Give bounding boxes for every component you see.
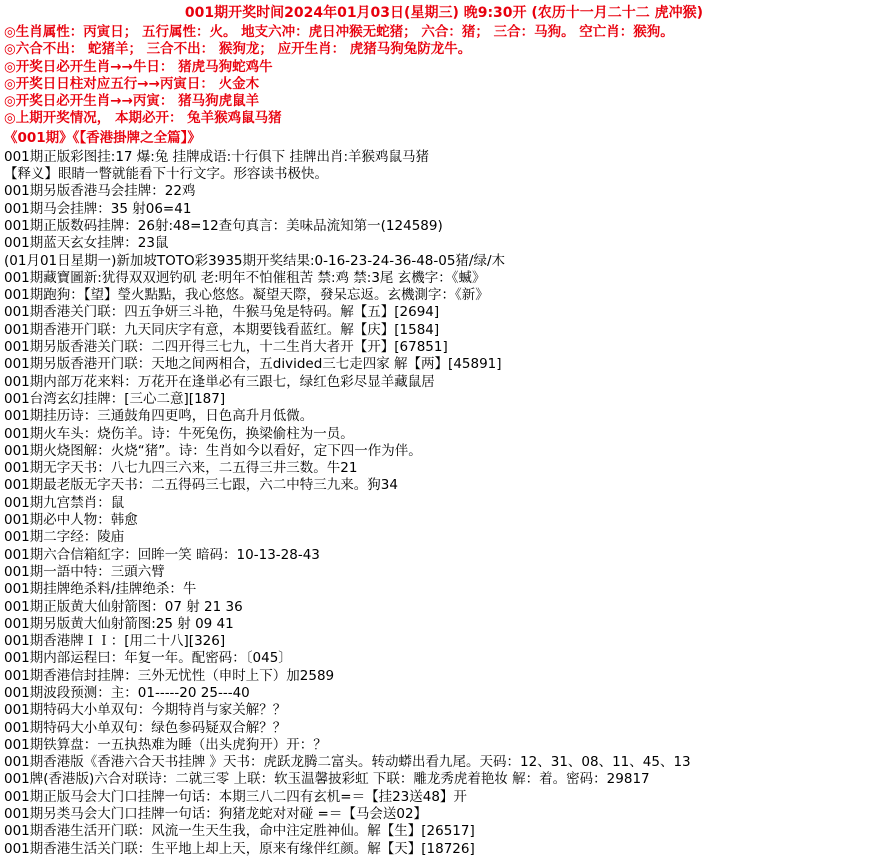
body-row: 001期香港版《香港六合天书挂牌 》天书：虎跃龙腾二富头。转动蟒出看九尾。天码：12、31、08、11、45、13	[4, 754, 691, 771]
body-row: 001期铁算盘：一五执热难为睡（出头虎狗开）开：？	[4, 736, 327, 753]
top-row: ◎上期开奖情况， 本期必开： 兔羊猴鸡鼠马猪	[4, 110, 282, 127]
body-row: 001期另版黄大仙射箭图:25 射 09 41	[4, 615, 234, 632]
body-row: 001期六合信箱紅字：回眸一笑 暗码：10-13-28-43	[4, 546, 320, 563]
top-row: ◎开奖日必开生肖→→丙寅： 猪马狗虎鼠羊	[4, 93, 260, 110]
body-row: 001期挂历诗：三通鼓角四更鸣，日色高升月低微。	[4, 408, 314, 425]
body-row: 001期火烧图解：火烧“猪”。诗：生肖如今以看好，定下四一作为伴。	[4, 442, 422, 459]
top-row: ◎六合不出： 蛇猪羊； 三合不出： 猴狗龙； 应开生肖： 虎猪马狗兔防龙牛。	[4, 41, 472, 58]
body-row: 001期火车头：烧伤羊。诗：牛死兔伤，换梁偷柱为一员。	[4, 425, 354, 442]
body-row: 001期跑狗：【望】瑩火點點，我心悠悠。凝望天際，發呆忘返。玄機測字：《新》	[4, 287, 489, 304]
body-row: 001期另版香港马会挂牌：22鸡	[4, 183, 196, 200]
body-row: 001期另类马会大门口挂牌一句话：狗猪龙蛇对对碰 =＝【马会送02】	[4, 806, 428, 823]
body-row: 001期香港牌ＩＩ：[用二十八][326]	[4, 633, 226, 650]
body-row: 001期必中人物：韩愈	[4, 512, 138, 529]
body-row: 001期正版彩图挂:17 爆:兔 挂牌成语:十行俱下 挂牌出肖:羊猴鸡鼠马猪	[4, 148, 430, 165]
body-rows-block	[4, 149, 884, 858]
body-row: 001期内部万花来料：万花开在逢単必有三跟七，绿红色彩尽显羊藏鼠居	[4, 373, 435, 390]
top-row: ◎开奖日必开生肖→→牛日： 猪虎马狗蛇鸡牛	[4, 58, 273, 75]
body-row: (01月01日星期一)新加坡TOTO彩3935期开奖结果:0-16-23-24-36-48-05猪/绿/木	[4, 252, 506, 269]
section-title: 《001期》《【香港掛牌之全篇】》	[4, 129, 201, 146]
body-row: 001期香港开门联：九天同庆字有意，本期要钱看蓝红。解【庆】[1584]	[4, 321, 440, 338]
body-row: 001台湾玄幻挂牌：[三心二意][187]	[4, 390, 226, 407]
body-row: 001牌(香港版)六合对联诗：二就三零 上联：软玉温馨披彩虹 下联：雕龙秀虎着艳妆 解：着。密码：29817	[4, 771, 650, 788]
page-title: 001期开奖时间2024年01月03日(星期三) 晚9:30开 (农历十一月二十二 虎冲猴)	[184, 5, 704, 21]
body-row: 001期挂牌绝杀料/挂牌绝杀：牛	[4, 581, 197, 598]
body-row: 001期香港生活关门联：生平地上却上天，原来有缘伴红颜。解【天】[18726]	[4, 840, 475, 857]
body-row: 001期藏寶圖新:犹得双双迥钓矶 老:明年不怕催租苦 禁:鸡 禁:3尾 玄機字：《蝛》	[4, 269, 486, 286]
body-row: 001期马会挂牌：35 射06=41	[4, 200, 192, 217]
top-row: ◎开奖日日柱对应五行→→丙寅日： 火金木	[4, 75, 260, 92]
body-row: 001期香港关门联：四五争妍三斗艳，牛猴马兔是特码。解【五】[2694]	[4, 304, 440, 321]
top-rows-block	[4, 24, 884, 128]
body-row: 001期正版黄大仙射箭图：07 射 21 36	[4, 598, 243, 615]
body-row: 001期正版马会大门口挂牌一句话：本期三八二四有玄机=＝【挂23送48】开	[4, 788, 467, 805]
body-row: 001期最老版无字天书：二五得码三七跟，六二中特三九来。狗34	[4, 477, 398, 494]
top-row: ◎生肖属性：丙寅日； 五行属性：火。 地支六冲：虎日冲猴无蛇猪； 六合：猪； 三合：马狗。 空亡肖：猴狗。	[4, 24, 674, 40]
body-row: 001期九宫禁肖：鼠	[4, 494, 125, 511]
body-row: 001期香港信封挂牌：三外无忧性（申时上下）加2589	[4, 667, 335, 684]
body-row: 001期无字天书：八七九四三六来，二五得三井三数。牛21	[4, 460, 358, 477]
body-row: 001期特码大小单双句：今期特肖与家关解？？	[4, 702, 287, 719]
body-row: 001期波段预测：主：01-----20 25---40	[4, 684, 250, 701]
body-row: 001期香港生活开门联：风流一生天生我，命中注定胜神仙。解【生】[26517]	[4, 823, 475, 840]
body-row: 001期一語中特：三頭六臂	[4, 563, 165, 580]
body-row: 001期蓝天玄女挂牌：23鼠	[4, 235, 169, 252]
body-row: 001期正版数码挂牌：26射:48=12查句真言：美味品流知第一(124589)	[4, 217, 443, 234]
body-row: 001期内部运程曰：年复一年。配密码：〔045〕	[4, 650, 292, 667]
body-row: 【释义】眼睛一瞥就能看下十行文字。形容读书极快。	[4, 166, 328, 183]
body-row: 001期另版香港开门联：天地之间两相合，五divided三七走四家 解【两】[45891]	[4, 356, 502, 373]
body-row: 001期特码大小单双句：绿色参码疑双合解？？	[4, 719, 287, 736]
body-row: 001期二字经：陵庙	[4, 529, 125, 546]
body-row: 001期另版香港关门联：二四开得三七九，十二生肖大者开【开】[67851]	[4, 339, 448, 356]
